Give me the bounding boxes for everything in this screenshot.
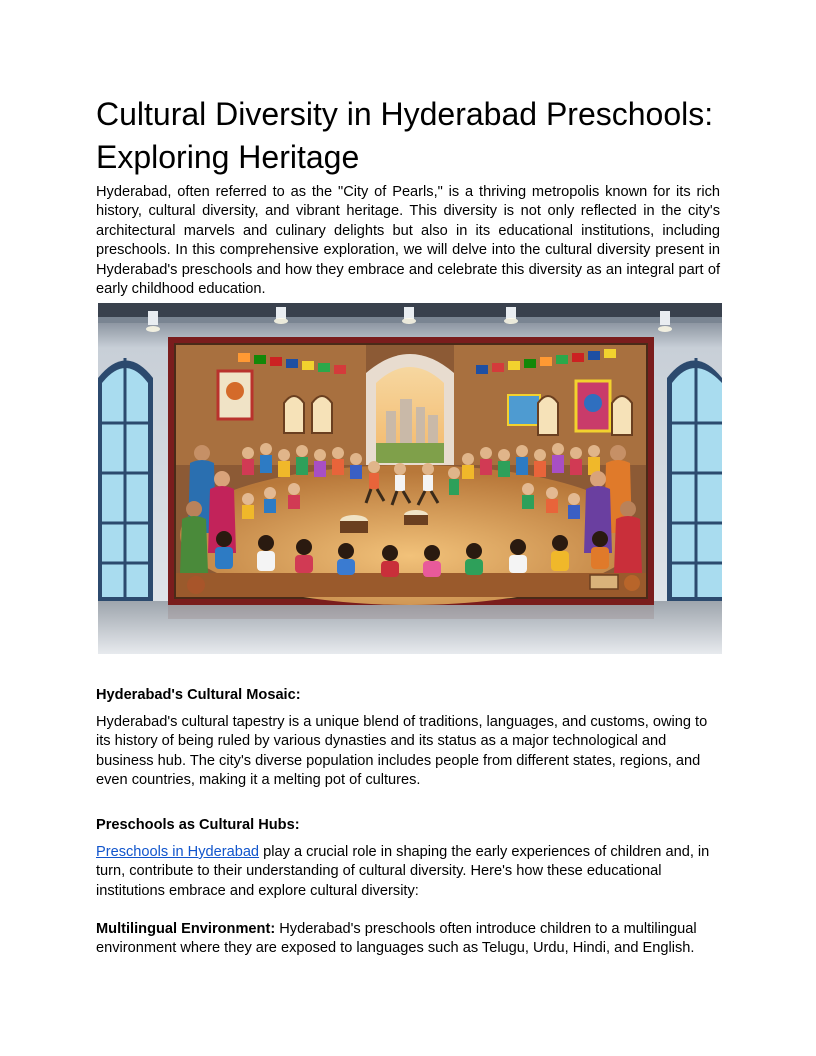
left-window	[98, 358, 153, 601]
multilingual-text: Hyderabad's preschools often introduce children to a multilingual environment where they are exposed to languages such as Telugu, Urdu, Hindi, and English.	[96, 921, 697, 957]
right-window	[667, 358, 722, 601]
section-heading-cultural-mosaic: Hyderabad's Cultural Mosaic:	[96, 687, 301, 703]
cultural-hubs-text: play a crucial role in shaping the early experiences of children and, in turn, contribute to their understanding of cultural diversity. Here's how these educational institutions embrace and explore cultural diversity:	[96, 844, 710, 899]
section-heading-cultural-hubs: Preschools as Cultural Hubs:	[96, 817, 300, 833]
section-body-cultural-mosaic: Hyderabad's cultural tapestry is a unique blend of traditions, languages, and customs, owing to its history of being ruled by various dynasties and its status as a major technological and business hub. The city's diverse population includes people from different states, regions, and even countries, making it a melting pot of cultures.	[96, 714, 708, 789]
hero-illustration	[98, 303, 722, 654]
intro-paragraph: Hyderabad, often referred to as the "City of Pearls," is a thriving metropolis known for its rich history, cultural diversity, and vibrant heritage. This diversity is not only reflected in the city's architectural marvels and culinary delights but also in its educational institutions, including preschools. In this comprehensive exploration, we will delve into the cultural diversity present in Hyderabad's preschools and how they embrace and celebrate this diversity as an integral part of early childhood education.	[96, 184, 720, 298]
classroom-mural-image	[98, 303, 722, 654]
section-multilingual-environment	[96, 920, 720, 959]
section-body-cultural-hubs	[96, 843, 720, 901]
preschools-in-hyderabad-link[interactable]: Preschools in Hyderabad	[96, 844, 260, 860]
title-line-2: Exploring Heritage	[96, 139, 360, 175]
page-title	[96, 93, 736, 179]
title-line-1: Cultural Diversity in Hyderabad Preschools:	[96, 96, 714, 132]
multilingual-label: Multilingual Environment:	[96, 921, 276, 937]
